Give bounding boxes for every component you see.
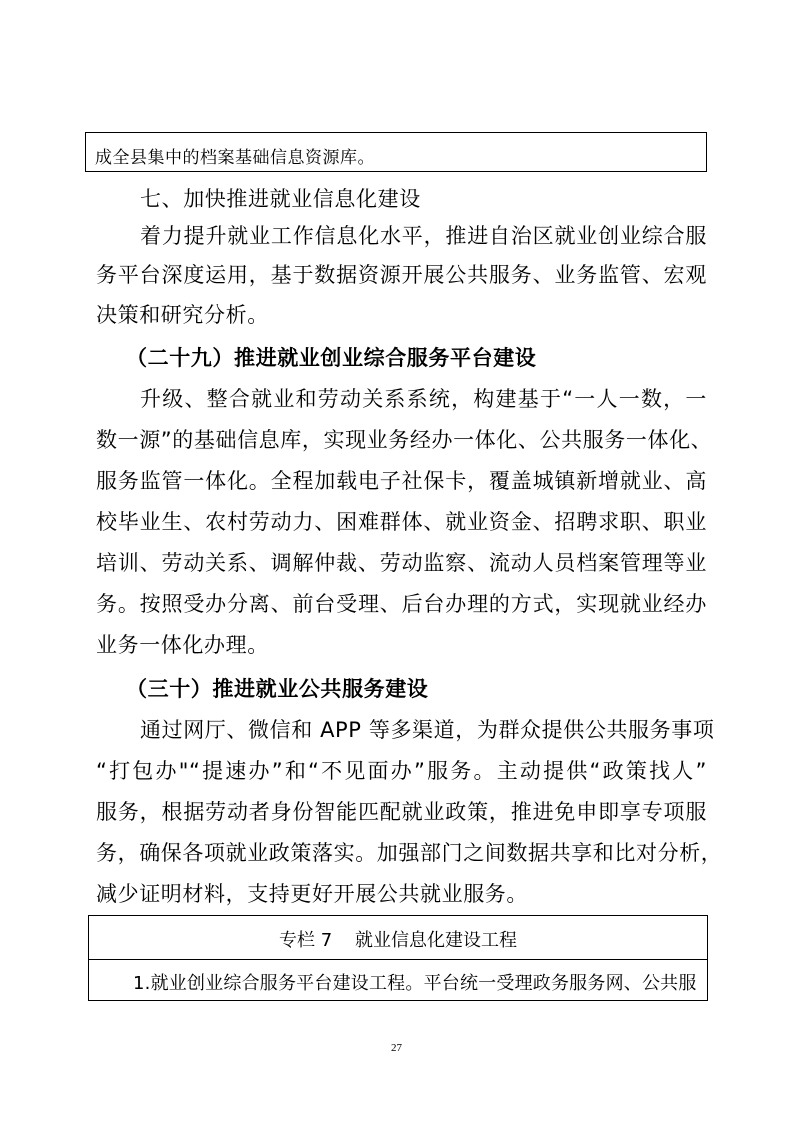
para-29-line: 务。按照受办分离、前台受理、后台办理的方式，实现就业经办	[96, 592, 707, 616]
table-row: 1.就业创业综合服务平台建设工程。平台统一受理政务服务网、公共服	[133, 973, 697, 994]
para-29-line: 升级、整合就业和劳动关系系统，构建基于“一人一数，一	[140, 387, 707, 411]
section-heading: 七、加快推进就业信息化建设	[140, 187, 421, 211]
para-29-line: 数一源”的基础信息库，实现业务经办一体化、公共服务一体化、	[96, 428, 713, 452]
para-29-line: 服务监管一体化。全程加载电子社保卡，覆盖城镇新增就业、高	[96, 469, 707, 493]
table-title: 专栏 7 就业信息化建设工程	[278, 930, 518, 951]
intro-line: 着力提升就业工作信息化水平，推进自治区就业创业综合服	[140, 224, 707, 248]
para-30-line: 务，确保各项就业政策落实。加强部门之间数据共享和比对分析，	[96, 841, 723, 865]
sub-heading-30: （三十）推进就业公共服务建设	[126, 677, 429, 701]
intro-line: 决策和研究分析。	[96, 303, 269, 327]
page-number: 27	[391, 1042, 402, 1054]
top-box-text: 成全县集中的档案基础信息资源库。	[95, 148, 375, 168]
sub-heading-29: （二十九）推进就业创业综合服务平台建设	[126, 346, 537, 370]
table-divider	[89, 959, 707, 960]
para-29-line: 校毕业生、农村劳动力、困难群体、就业资金、招聘求职、职业	[96, 510, 707, 534]
para-30-line: 减少证明材料，支持更好开展公共就业服务。	[96, 882, 528, 906]
para-30-line: “打包办"“提速办”和“不见面办”服务。主动提供“政策找人”	[96, 759, 707, 783]
intro-line: 务平台深度运用，基于数据资源开展公共服务、业务监管、宏观	[96, 263, 707, 287]
para-30-line: 服务，根据劳动者身份智能匹配就业政策，推进免申即享专项服	[96, 800, 707, 824]
para-30-line: 通过网厅、微信和 APP 等多渠道，为群众提供公共服务事项	[140, 718, 715, 742]
para-29-line: 培训、劳动关系、调解仲裁、劳动监察、流动人员档案管理等业	[96, 551, 707, 575]
column-table	[88, 915, 708, 1001]
top-box	[85, 132, 707, 172]
para-29-line: 业务一体化办理。	[96, 633, 269, 657]
